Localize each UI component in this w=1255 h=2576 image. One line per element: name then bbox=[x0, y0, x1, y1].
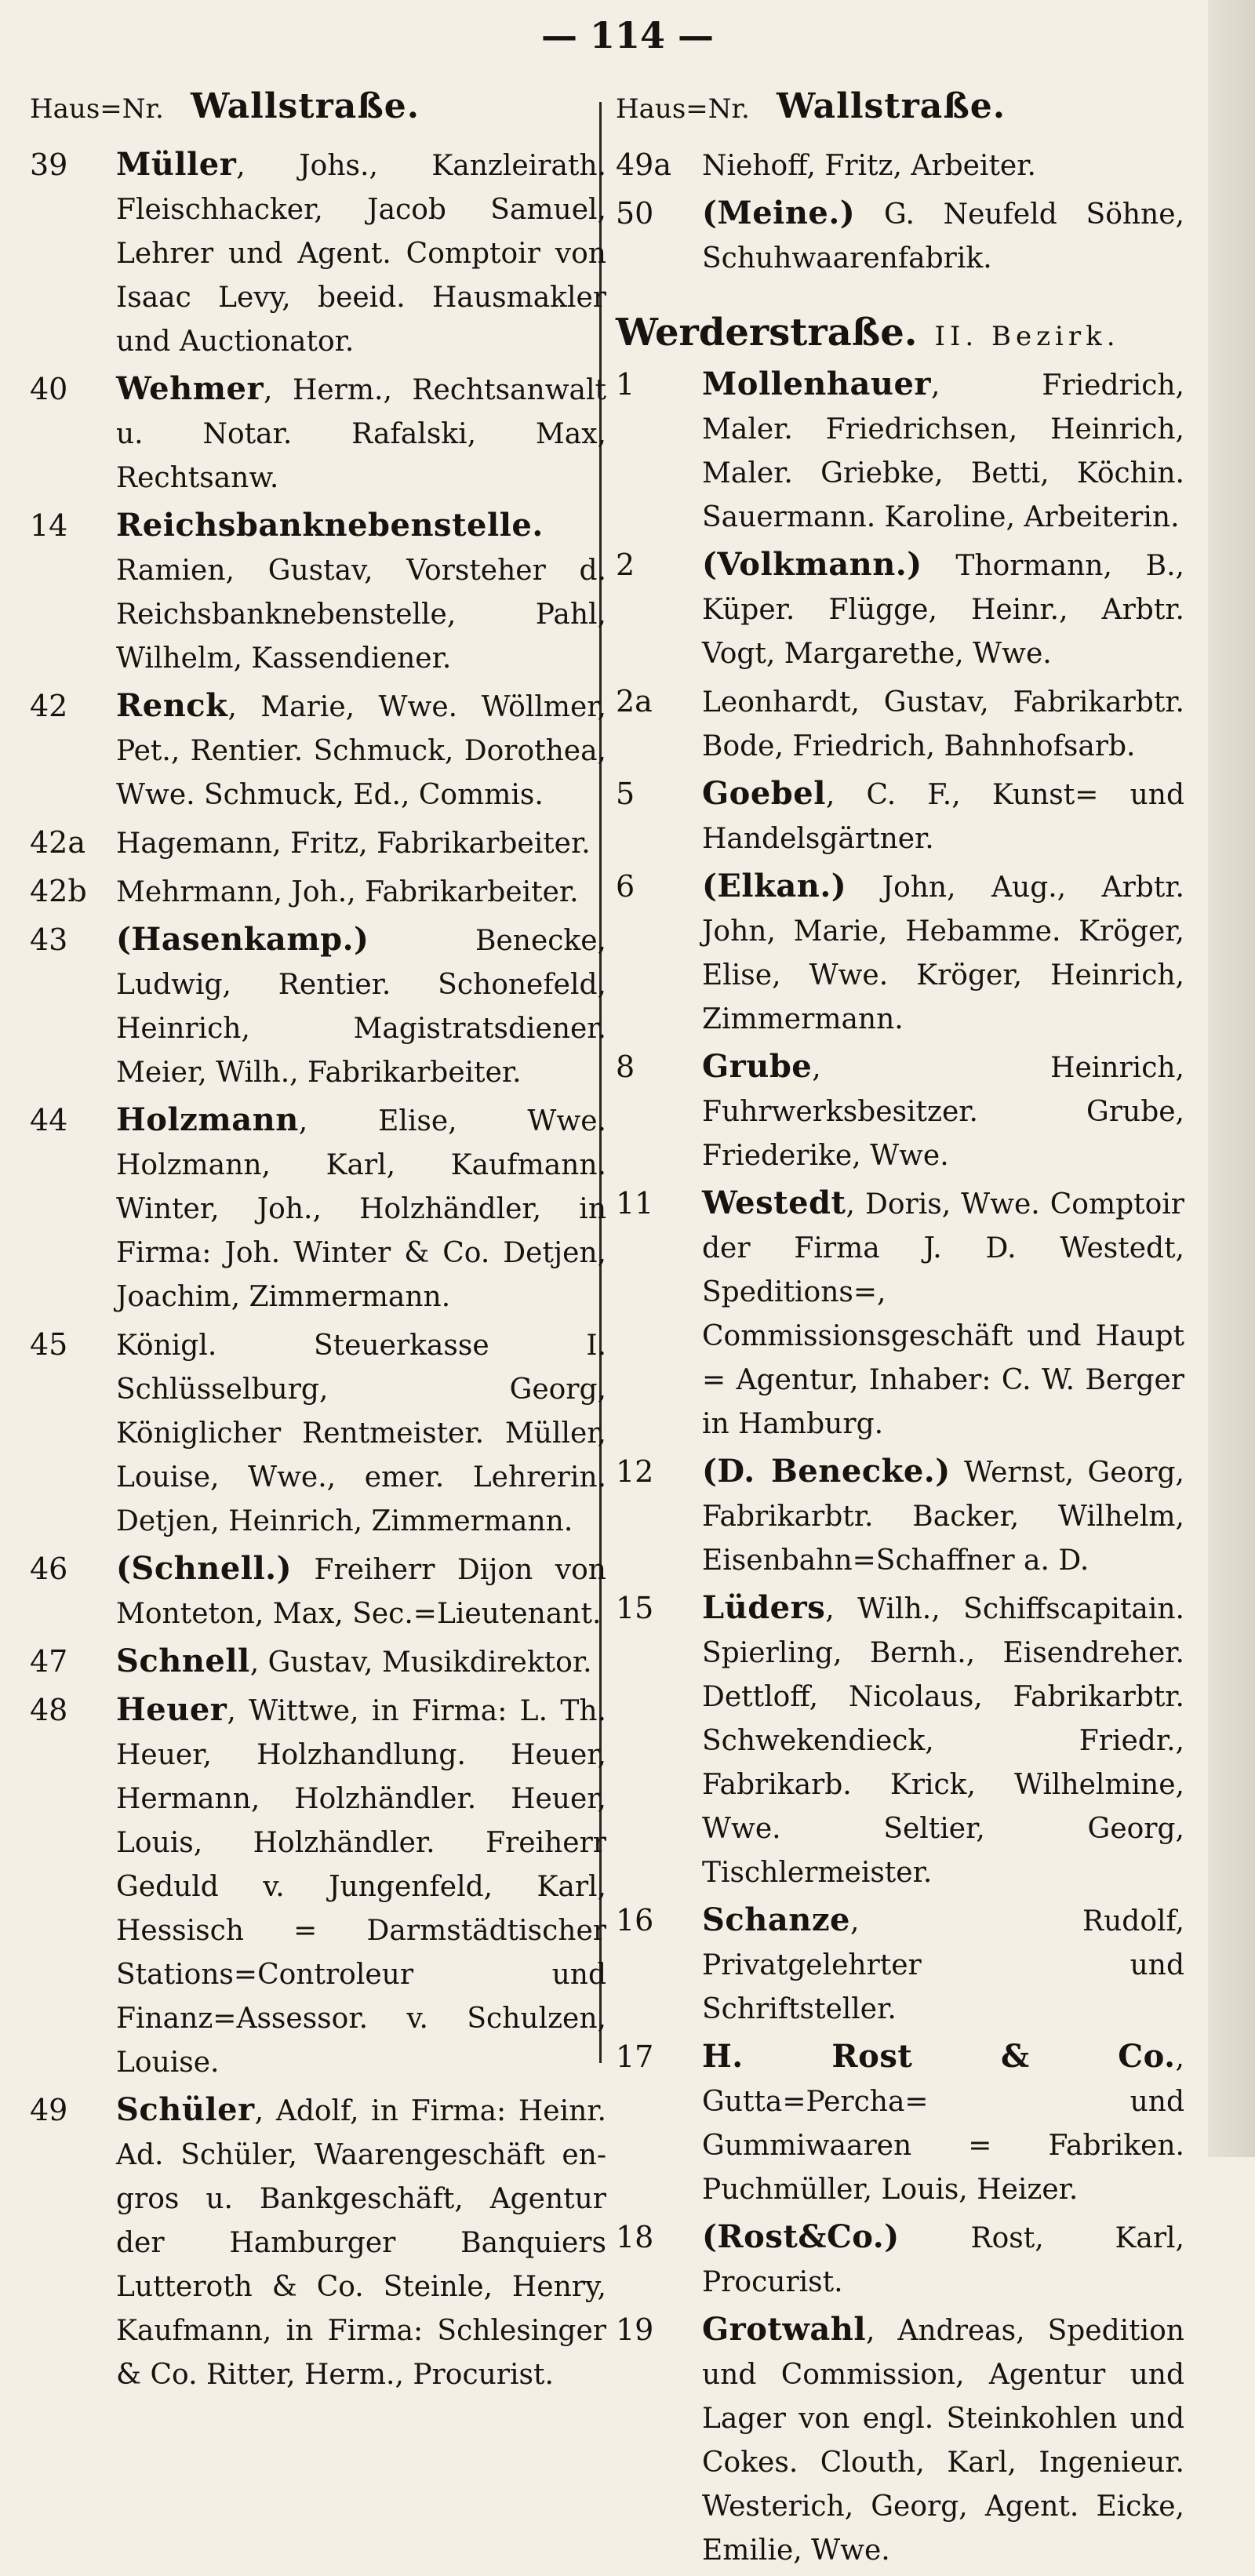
entry-lead-name: Schüler bbox=[116, 2091, 255, 2128]
entry-text bbox=[116, 1098, 606, 1319]
house-number-label: Haus=Nr. bbox=[30, 93, 164, 125]
entry-details: , Marie, Wwe. Wöllmer, Pet., Rentier. Schmuck, Dorothea, Wwe. Schmuck, Ed., Commis. bbox=[116, 691, 606, 811]
page-edge-shadow bbox=[1208, 0, 1255, 2157]
house-number: 6 bbox=[616, 869, 635, 904]
entry-lead-name: H. Rost & Co. bbox=[702, 2038, 1176, 2075]
entry-details: , Doris, Wwe. Comptoir der Firma J. D. Westedt, Speditions=, Commissionsgeschäft und Haupt = Agentur, Inhaber: C. W. Berger in Hamburg. bbox=[702, 1188, 1184, 1440]
entry-text bbox=[116, 1639, 606, 1685]
left-entries bbox=[30, 143, 606, 2397]
entry-text bbox=[116, 869, 606, 915]
entry-details: G. Neufeld Söhne, Schuhwaarenfabrik. bbox=[702, 198, 1184, 275]
directory-entry bbox=[616, 1450, 1184, 1583]
directory-entry bbox=[30, 1323, 606, 1544]
directory-entry bbox=[30, 918, 606, 1095]
house-number: 11 bbox=[616, 1186, 654, 1221]
directory-entry bbox=[30, 143, 606, 364]
house-number: 2 bbox=[616, 548, 635, 582]
directory-entry bbox=[30, 1547, 606, 1636]
directory-entry bbox=[30, 684, 606, 817]
house-number: 2a bbox=[616, 684, 653, 719]
directory-entry bbox=[616, 1181, 1184, 1446]
entry-details: Hagemann, Fritz, Fabrikarbeiter. bbox=[116, 828, 591, 860]
house-number: 12 bbox=[616, 1454, 654, 1489]
house-number: 5 bbox=[616, 777, 635, 811]
entry-lead-name: (Elkan.) bbox=[702, 868, 847, 904]
entry-text bbox=[702, 362, 1184, 540]
house-number: 19 bbox=[616, 2312, 654, 2347]
entry-lead-name: Holzmann bbox=[116, 1101, 299, 1138]
house-number: 44 bbox=[30, 1103, 68, 1137]
entry-lead-name: Schanze bbox=[702, 1901, 850, 1938]
directory-entry bbox=[616, 543, 1184, 676]
entry-text bbox=[116, 684, 606, 817]
entry-text bbox=[702, 543, 1184, 676]
entry-text bbox=[702, 143, 1184, 188]
house-number: 42 bbox=[30, 689, 68, 723]
entry-text bbox=[116, 504, 606, 681]
house-number: 42a bbox=[30, 825, 86, 860]
house-number: 50 bbox=[616, 196, 654, 231]
entry-lead-name: Grube bbox=[702, 1048, 813, 1085]
house-number: 16 bbox=[616, 1903, 654, 1937]
directory-entry bbox=[616, 2215, 1184, 2305]
directory-entry bbox=[616, 143, 1184, 188]
entry-text bbox=[702, 1181, 1184, 1446]
directory-entry bbox=[30, 1098, 606, 1319]
entry-lead-name: (Hasenkamp.) bbox=[116, 921, 369, 958]
house-number: 45 bbox=[30, 1327, 68, 1362]
directory-entry bbox=[30, 367, 606, 500]
directory-entry bbox=[616, 1586, 1184, 1895]
right-entries-werderstrasse bbox=[616, 362, 1184, 2573]
entry-details: John, Aug., Arbtr. John, Marie, Hebamme. Kröger, Elise, Wwe. Kröger, Heinrich, Zimmermann. bbox=[702, 871, 1184, 1035]
entry-lead-name: Grotwahl bbox=[702, 2311, 867, 2348]
right-column-header bbox=[616, 86, 1184, 143]
directory-entry bbox=[616, 1045, 1184, 1178]
entry-lead-name: Heuer bbox=[116, 1691, 227, 1728]
entry-lead-name: Reichsbanknebenstelle. bbox=[116, 507, 544, 544]
house-number: 18 bbox=[616, 2220, 654, 2254]
entry-lead-name: (Schnell.) bbox=[116, 1550, 293, 1587]
left-column bbox=[30, 86, 606, 2400]
entry-details: Leonhardt, Gustav, Fabrikarbtr. Bode, Friedrich, Bahnhofsarb. bbox=[702, 686, 1184, 762]
entry-details: , Heinrich, Fuhrwerksbesitzer. Grube, Friederike, Wwe. bbox=[702, 1052, 1184, 1172]
entry-text bbox=[116, 820, 606, 866]
directory-entry bbox=[616, 2308, 1184, 2573]
house-number: 17 bbox=[616, 2039, 654, 2074]
house-number: 49 bbox=[30, 2093, 68, 2127]
directory-entry bbox=[30, 820, 606, 866]
entry-text bbox=[702, 2215, 1184, 2305]
directory-entry bbox=[30, 2088, 606, 2397]
entry-lead-name: Mollenhauer bbox=[702, 366, 931, 402]
entry-text bbox=[702, 1045, 1184, 1178]
directory-entry bbox=[30, 504, 606, 681]
house-number: 49a bbox=[616, 147, 672, 182]
directory-entry bbox=[616, 864, 1184, 1042]
directory-entry bbox=[616, 679, 1184, 769]
directory-entry bbox=[616, 1898, 1184, 2032]
entry-details: Freiherr Dijon von Monteton, Max, Sec.=Lieutenant. bbox=[116, 1554, 606, 1630]
directory-entry bbox=[30, 1688, 606, 2085]
directory-entry bbox=[616, 191, 1184, 281]
house-number-label: Haus=Nr. bbox=[616, 93, 750, 125]
entry-lead-name: Schnell bbox=[116, 1643, 250, 1679]
house-number: 43 bbox=[30, 922, 68, 957]
entry-lead-name: (Rost&Co.) bbox=[702, 2218, 900, 2255]
house-number: 1 bbox=[616, 367, 635, 402]
entry-details: Rost, Karl, Procurist. bbox=[702, 2222, 1184, 2298]
entry-details: , Herm., Rechtsanwalt u. Notar. Rafalski, Max, Rechtsanw. bbox=[116, 374, 606, 494]
entry-lead-name: (Meine.) bbox=[702, 195, 856, 231]
street-heading: Wallstraße. bbox=[777, 86, 1006, 126]
entry-details: , Johs., Kanzleirath. Fleischhacker, Jacob Samuel, Lehrer und Agent. Comptoir von Isaac Levy, beeid. Hausmakler und Auctionator. bbox=[116, 150, 606, 358]
entry-text bbox=[116, 1323, 606, 1544]
house-number: 42b bbox=[30, 874, 87, 908]
entry-details: , Friedrich, Maler. Friedrichsen, Heinrich, Maler. Griebke, Betti, Köchin. Sauermann. Karoline, Arbeiterin. bbox=[702, 369, 1184, 533]
left-column-header bbox=[30, 86, 606, 143]
house-number: 48 bbox=[30, 1693, 68, 1727]
house-number: 8 bbox=[616, 1050, 635, 1084]
directory-entry bbox=[616, 772, 1184, 861]
entry-text bbox=[116, 143, 606, 364]
entry-text bbox=[702, 772, 1184, 861]
entry-text bbox=[702, 2035, 1184, 2212]
house-number: 39 bbox=[30, 147, 68, 182]
entry-lead-name: Goebel bbox=[702, 775, 826, 812]
entry-text bbox=[702, 1450, 1184, 1583]
entry-details: Königl. Steuerkasse I. Schlüsselburg, Georg, Königlicher Rentmeister. Müller, Louise, Wwe., emer. Lehrerin. Detjen, Heinrich, Zimmermann. bbox=[116, 1330, 606, 1537]
entry-details: Benecke, Ludwig, Rentier. Schonefeld, Heinrich, Magistratsdiener. Meier, Wilh., Fabrikarbeiter. bbox=[116, 925, 606, 1089]
directory-entry bbox=[616, 362, 1184, 540]
right-entries-wallstrasse bbox=[616, 143, 1184, 281]
entry-lead-name: (Volkmann.) bbox=[702, 546, 922, 583]
entry-text bbox=[702, 2308, 1184, 2573]
street-heading-werderstrasse bbox=[616, 311, 1184, 355]
entry-details: , Gustav, Musikdirektor. bbox=[249, 1646, 592, 1679]
entry-lead-name: Renck bbox=[116, 687, 228, 724]
house-number: 46 bbox=[30, 1552, 68, 1586]
entry-details: , Wilh., Schiffscapitain. Spierling, Bernh., Eisendreher. Dettloff, Nicolaus, Fabrikarbtr. Schwekendieck, Friedr., Fabrikarb. Krick, Wilhelmine, Wwe. Seltier, Georg, Tischlermeister. bbox=[702, 1593, 1184, 1889]
entry-details: , Rudolf, Privatgelehrter und Schriftsteller. bbox=[702, 1905, 1184, 2025]
house-number: 40 bbox=[30, 372, 68, 406]
house-number: 14 bbox=[30, 508, 68, 543]
entry-details: Wernst, Georg, Fabrikarbtr. Backer, Wilhelm, Eisenbahn=Schaffner a. D. bbox=[702, 1457, 1184, 1577]
entry-text bbox=[702, 1586, 1184, 1895]
entry-text bbox=[116, 1547, 606, 1636]
entry-text bbox=[116, 1688, 606, 2085]
page-number: — 114 — bbox=[540, 14, 715, 56]
entry-details: , Gutta=Percha= und Gummiwaaren = Fabriken. Puchmüller, Louis, Heizer. bbox=[702, 2042, 1184, 2206]
entry-text bbox=[702, 1898, 1184, 2032]
entry-lead-name: Müller bbox=[116, 146, 237, 183]
directory-entry bbox=[30, 1639, 606, 1685]
entry-text bbox=[702, 864, 1184, 1042]
right-column bbox=[616, 86, 1184, 2576]
entry-details: Niehoff, Fritz, Arbeiter. bbox=[702, 150, 1036, 182]
entry-details: Ramien, Gustav, Vorsteher d. Reichsbanknebenstelle, Pahl, Wilhelm, Kassendiener. bbox=[116, 555, 606, 675]
entry-details: Mehrmann, Joh., Fabrikarbeiter. bbox=[116, 876, 579, 908]
street-heading: Wallstraße. bbox=[191, 86, 420, 126]
entry-lead-name: Lüders bbox=[702, 1589, 826, 1626]
entry-details: , Elise, Wwe. Holzmann, Karl, Kaufmann. Winter, Joh., Holzhändler, in Firma: Joh. Winter & Co. Detjen, Joachim, Zimmermann. bbox=[116, 1105, 606, 1313]
entry-text bbox=[116, 2088, 606, 2397]
house-number: 47 bbox=[30, 1644, 68, 1679]
directory-entry bbox=[30, 869, 606, 915]
entry-text bbox=[116, 367, 606, 500]
directory-entry bbox=[616, 2035, 1184, 2212]
entry-text bbox=[702, 679, 1184, 769]
entry-lead-name: Wehmer bbox=[116, 370, 264, 407]
entry-details: , Wittwe, in Firma: L. Th. Heuer, Holzhandlung. Heuer, Hermann, Holzhändler. Heuer, Louis, Holzhändler. Freiherr Geduld v. Jungenfeld, Karl, Hessisch = Darmstädtischer Stations=Controleur und Finanz=Assessor. v. Schulzen, Louise. bbox=[116, 1695, 606, 2079]
street-name: Werderstraße. bbox=[616, 311, 918, 355]
entry-details: Thormann, B., Küper. Flügge, Heinr., Arbtr. Vogt, Margarethe, Wwe. bbox=[702, 550, 1184, 670]
house-number: 15 bbox=[616, 1591, 654, 1625]
district-label: II. Bezirk. bbox=[934, 321, 1120, 352]
entry-details: , Andreas, Spedition und Commission, Agentur und Lager von engl. Steinkohlen und Cokes. Clouth, Karl, Ingenieur. Westerich, Georg, Agent. Eicke, Emilie, Wwe. bbox=[702, 2315, 1184, 2567]
entry-details: , Adolf, in Firma: Heinr. Ad. Schüler, Waarengeschäft en-gros u. Bankgeschäft, Agentur der Hamburger Banquiers Lutteroth & Co. Steinle, Henry, Kaufmann, in Firma: Schlesinger & Co. Ritter, Herm., Procurist. bbox=[116, 2095, 606, 2391]
entry-lead-name: Westedt bbox=[702, 1184, 846, 1221]
entry-text bbox=[116, 918, 606, 1095]
entry-details: , C. F., Kunst= und Handelsgärtner. bbox=[702, 779, 1184, 855]
entry-text bbox=[702, 191, 1184, 281]
entry-lead-name: (D. Benecke.) bbox=[702, 1453, 951, 1490]
